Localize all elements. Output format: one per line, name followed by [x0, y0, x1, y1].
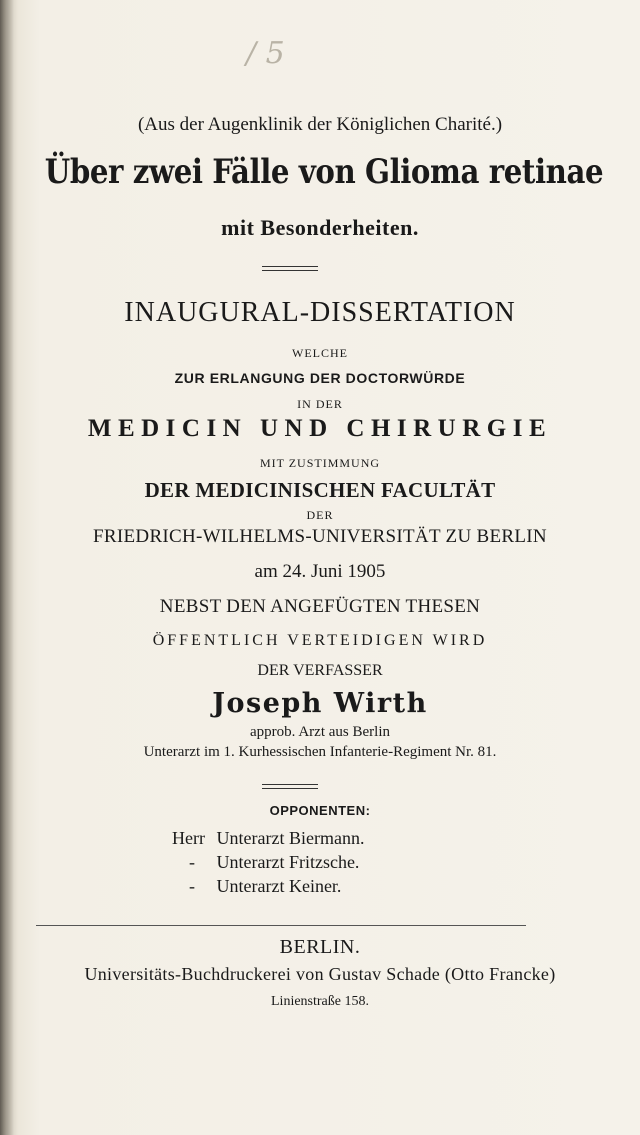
date-line: am 24. Juni 1905	[254, 561, 386, 582]
welche-line: WELCHE	[292, 346, 348, 360]
defended-line: ÖFFENTLICH VERTEIDIGEN WIRD	[152, 632, 488, 649]
pencil-annotation: / 5	[246, 36, 285, 71]
author-approb: approb. Arzt aus Berlin	[250, 724, 390, 740]
city-line: BERLIN.	[279, 936, 361, 958]
printer-line: Universitäts-Buchdruckerei von Gustav Schade (Otto Francke)	[84, 964, 556, 984]
divider-rule	[262, 270, 318, 271]
erlangung-line: ZUR ERLANGUNG DER DOCTORWÜRDE	[174, 370, 466, 386]
der-line: DER	[306, 508, 334, 522]
opponents-heading: OPPONENTEN:	[269, 803, 371, 818]
theses-line: NEBST DEN ANGEFÜGTEN THESEN	[159, 596, 481, 617]
fields-line: MEDICIN UND CHIRURGIE	[87, 415, 553, 442]
dissertation-subtitle: mit Besonderheiten.	[221, 215, 419, 240]
opponent-name: Unterarzt Keiner.	[216, 876, 342, 896]
in-der-line: IN DER	[297, 397, 343, 411]
divider-rule	[262, 784, 318, 785]
opponent-row	[172, 850, 364, 874]
opponent-name: Unterarzt Biermann.	[216, 828, 365, 848]
opponent-row	[172, 874, 364, 898]
university-line: FRIEDRICH-WILHELMS-UNIVERSITÄT ZU BERLIN	[93, 526, 547, 547]
divider-rule	[262, 788, 318, 789]
author-name: Joseph Wirth	[212, 688, 428, 719]
verfasser-line: DER VERFASSER	[257, 662, 383, 679]
opponent-prefix: Herr	[172, 828, 205, 848]
opponent-row	[172, 826, 364, 850]
faculty-line: DER MEDICINISCHEN FACULTÄT	[144, 478, 496, 502]
opponents-list	[172, 826, 364, 898]
opponent-prefix: -	[189, 852, 195, 872]
mit-zustimmung-line: MIT ZUSTIMMUNG	[259, 456, 381, 470]
divider-rule	[36, 925, 526, 926]
dissertation-heading: INAUGURAL-DISSERTATION	[124, 297, 516, 328]
opponent-prefix: -	[189, 876, 195, 896]
street-line: Linienstraße 158.	[271, 994, 369, 1009]
dissertation-title: Über zwei Fälle von Glioma retinae	[44, 152, 604, 192]
divider-rule	[262, 266, 318, 267]
institute-line: (Aus der Augenklinik der Königlichen Charité.)	[137, 114, 503, 135]
author-rank: Unterarzt im 1. Kurhessischen Infanterie-Regiment Nr. 81.	[143, 744, 497, 760]
opponent-name: Unterarzt Fritzsche.	[216, 852, 360, 872]
